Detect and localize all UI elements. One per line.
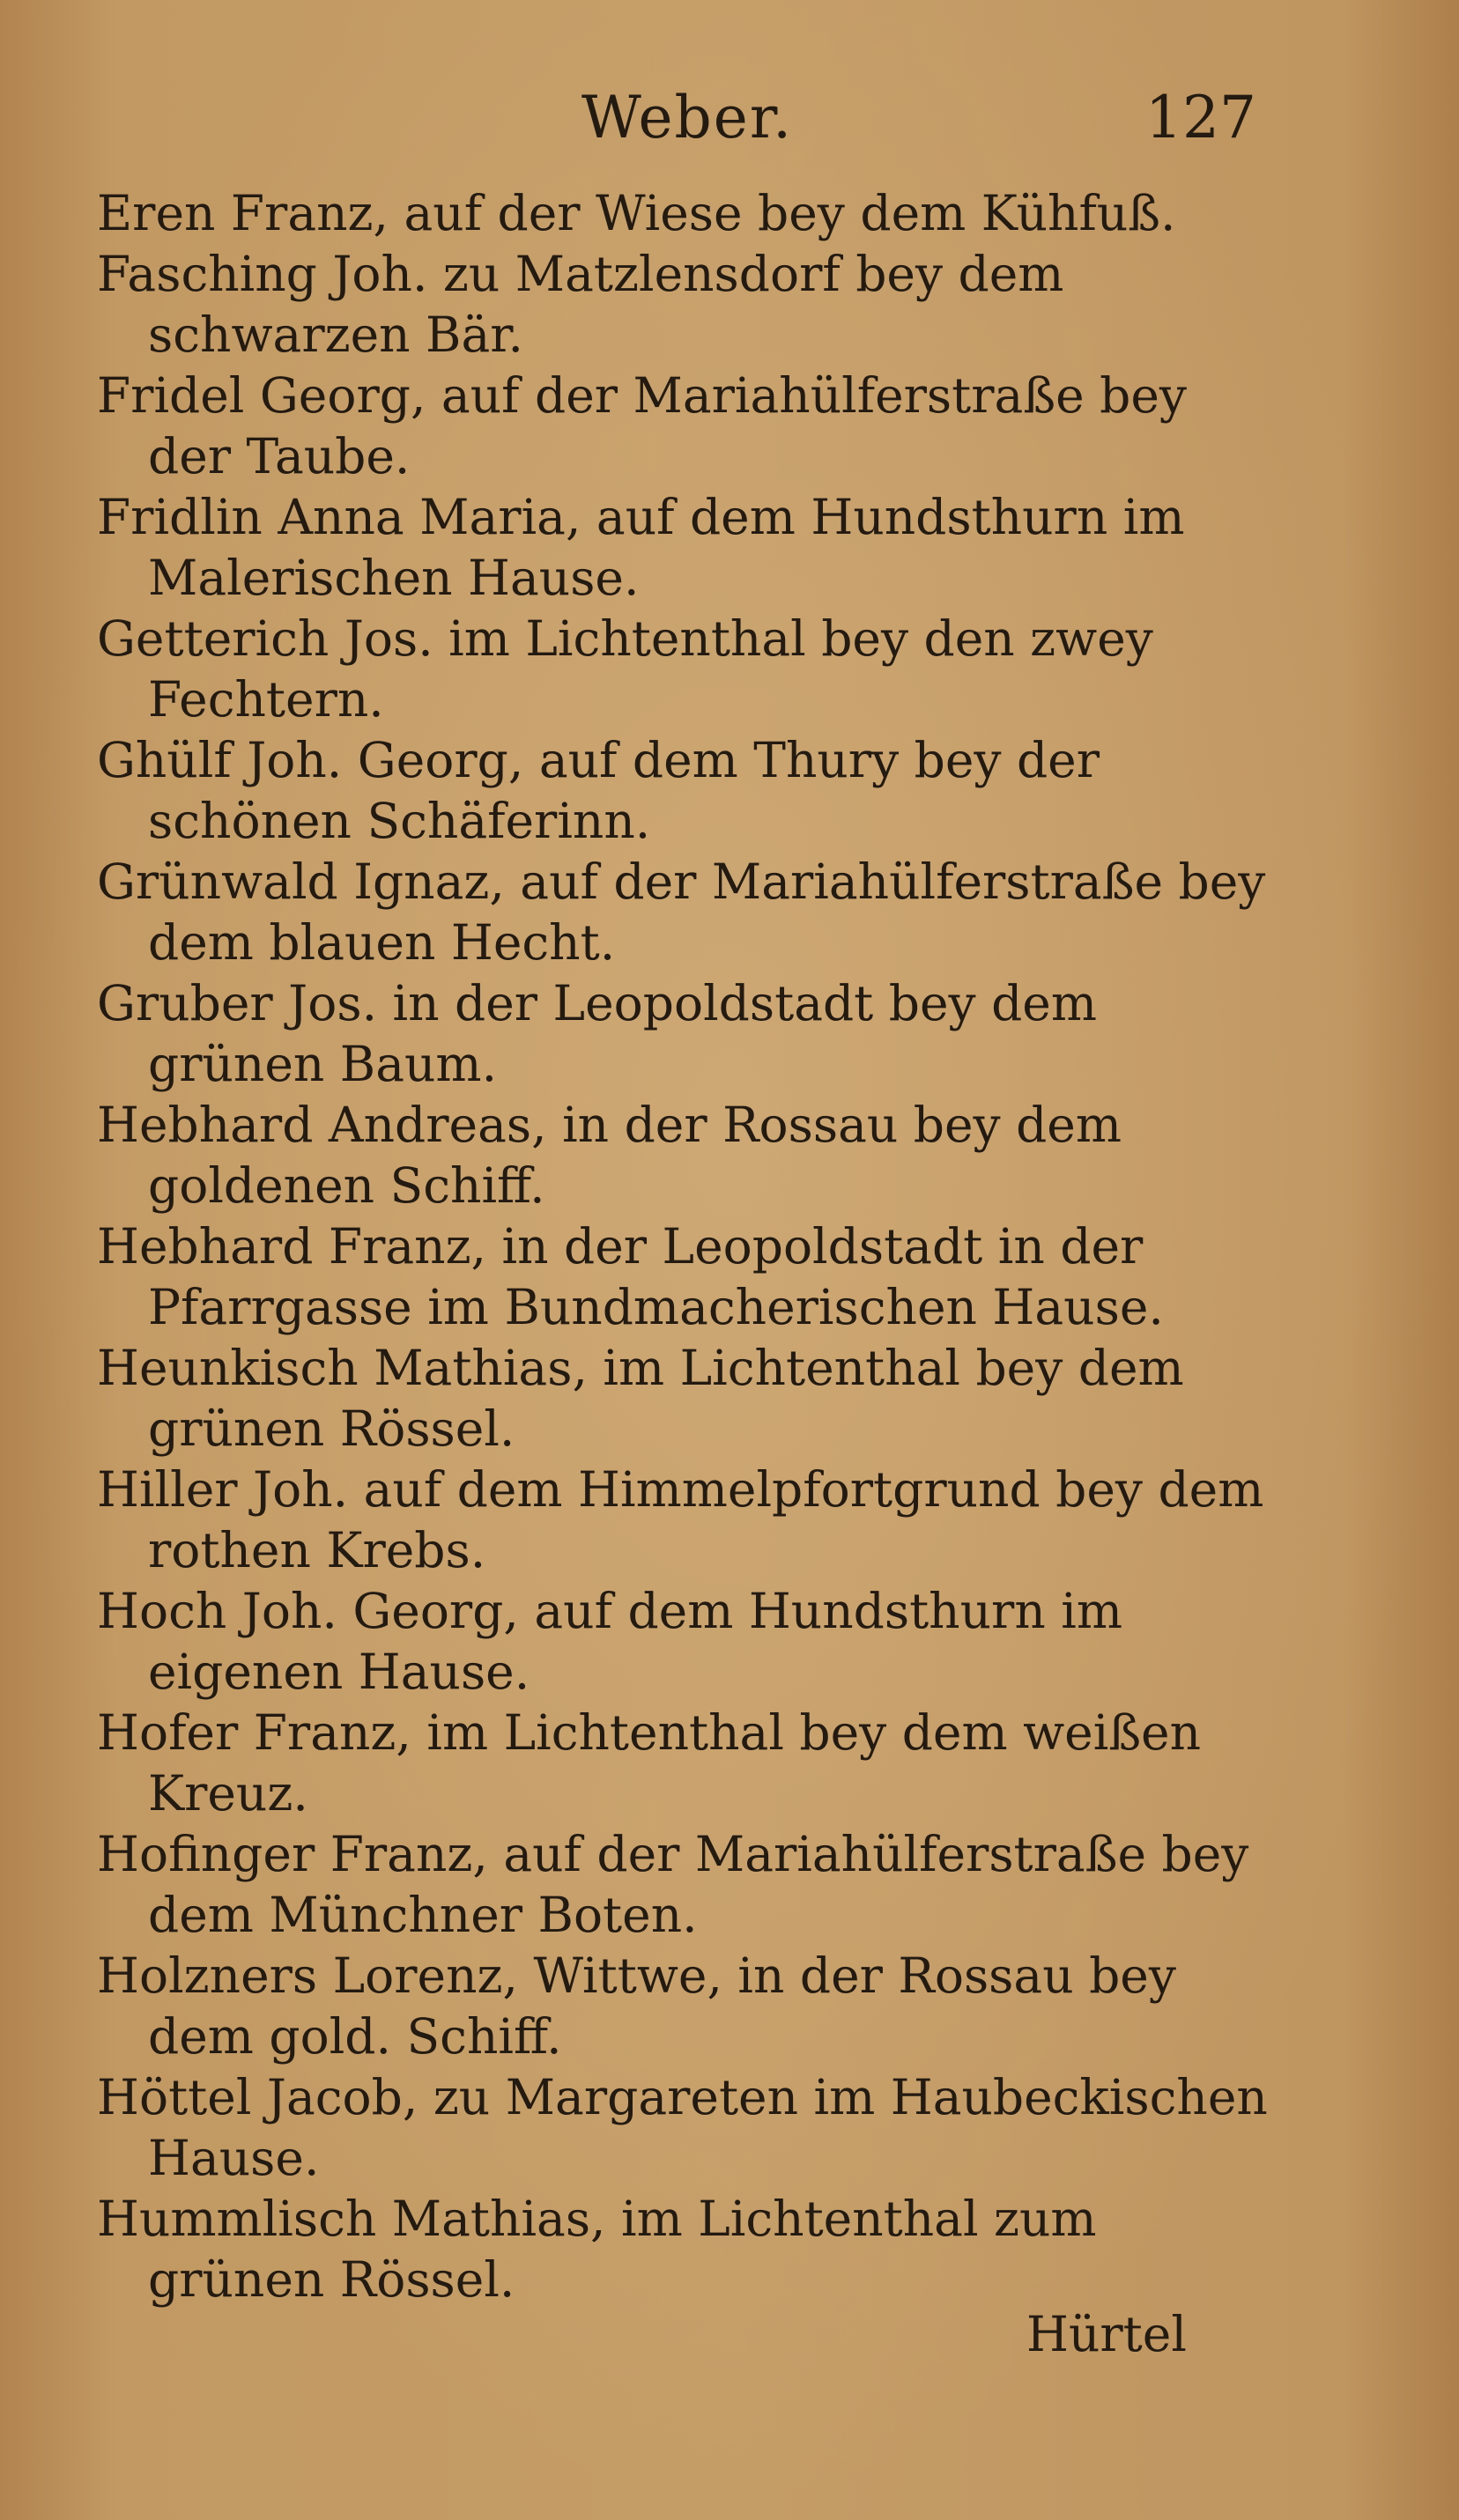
directory-entry: Hummlisch Mathias, im Lichtenthal zum grünen Rössel. — [97, 2191, 1097, 2308]
directory-entry: Hoch Joh. Georg, auf dem Hundsthurn im eigenen Hause. — [97, 1583, 1122, 1700]
directory-entry: Heunkisch Mathias, im Lichtenthal bey dem grünen Rössel. — [97, 1340, 1184, 1457]
directory-entry: Hofinger Franz, auf der Mariahülferstraße bey dem Münchner Boten. — [97, 1826, 1249, 1943]
directory-entry: Höttel Jacob, zu Margareten im Haubeckischen Hause. — [97, 2069, 1268, 2186]
directory-entry: Fridlin Anna Maria, auf dem Hundsthurn im Malerischen Hause. — [97, 489, 1185, 606]
directory-entry: Gruber Jos. in der Leopoldstadt bey dem grünen Baum. — [97, 975, 1097, 1092]
catchword: Hürtel — [1026, 2306, 1187, 2362]
directory-entry: Grünwald Ignaz, auf der Mariahülferstraße bey dem blauen Hecht. — [97, 854, 1266, 971]
directory-entry: Fasching Joh. zu Matzlensdorf bey dem schwarzen Bär. — [97, 246, 1064, 363]
directory-entry: Hiller Joh. auf dem Himmelpfortgrund bey dem rothen Krebs. — [97, 1461, 1264, 1578]
directory-entry: Hebhard Andreas, in der Rossau bey dem goldenen Schiff. — [97, 1097, 1122, 1214]
page-header — [0, 84, 1459, 181]
directory-entry: Hebhard Franz, in der Leopoldstadt in der Pfarrgasse im Bundmacherischen Hause. — [97, 1218, 1164, 1335]
directory-entry: Holzners Lorenz, Wittwe, in der Rossau bey dem gold. Schiff. — [97, 1947, 1176, 2065]
directory-entry: Getterich Jos. im Lichtenthal bey den zwey Fechtern. — [97, 610, 1153, 728]
directory-entry: Ghülf Joh. Georg, auf dem Thury bey der schönen Schäferinn. — [97, 732, 1100, 849]
page-number: 127 — [1145, 84, 1256, 151]
directory-entry: Hofer Franz, im Lichtenthal bey dem weißen Kreuz. — [97, 1704, 1202, 1822]
running-title: Weber. — [581, 84, 794, 151]
directory-list — [97, 183, 1269, 2310]
directory-entry: Fridel Georg, auf der Mariahülferstraße bey der Taube. — [97, 367, 1187, 484]
directory-entry: Eren Franz, auf der Wiese bey dem Kühfuß. — [97, 185, 1176, 241]
